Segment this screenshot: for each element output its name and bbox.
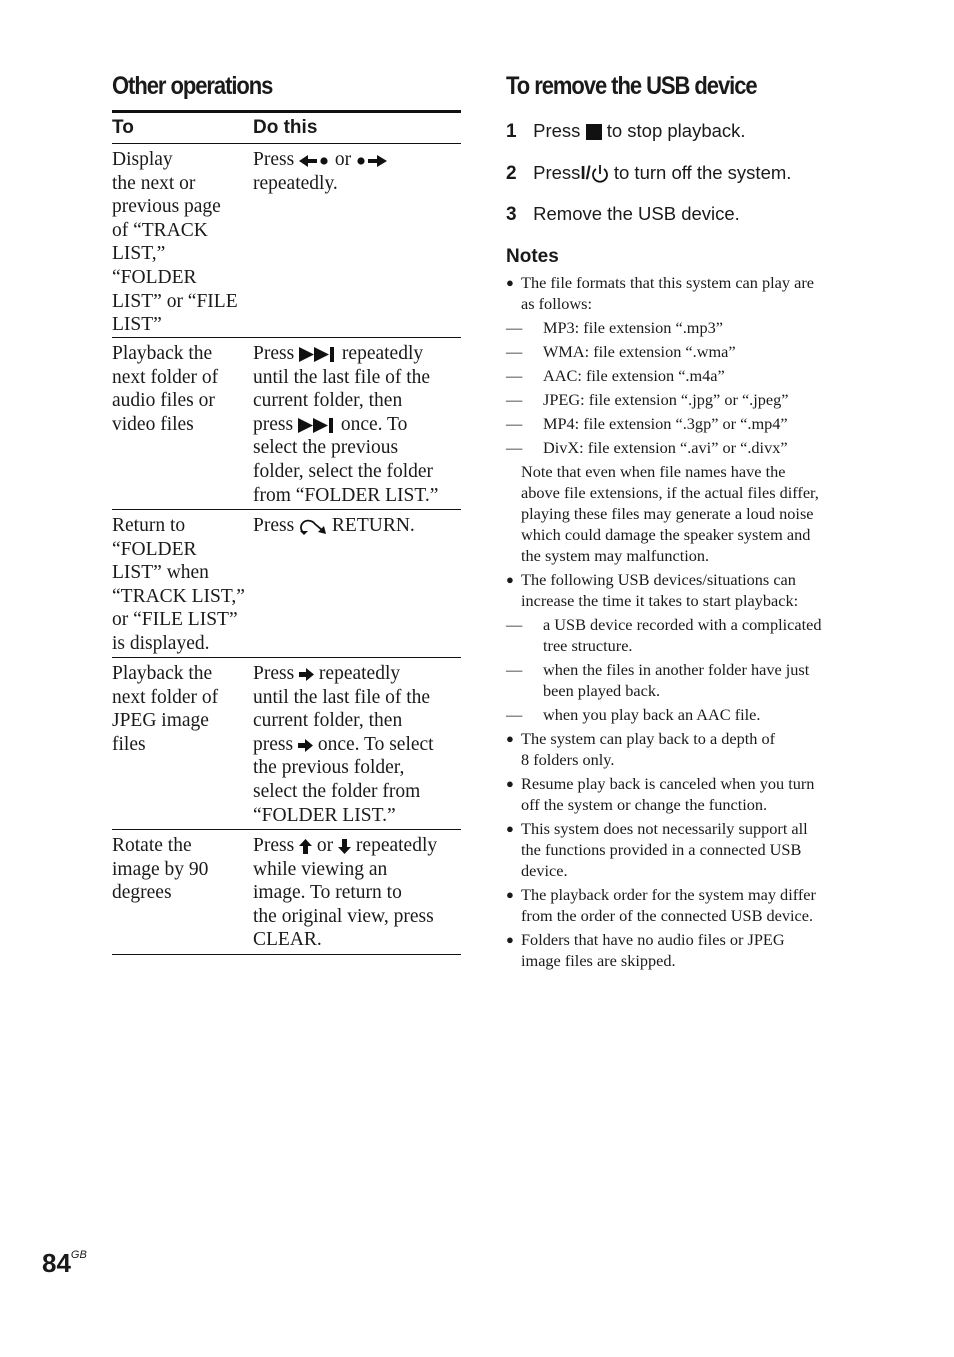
row-do-cell: Press RETURN.: [253, 515, 415, 536]
note-item: ● Folders that have no audio files or JPEG image files are skipped.: [506, 930, 785, 970]
sub-item: — JPEG: file extension “.jpg” or “.jpeg”: [506, 390, 789, 409]
next-track-icon: [298, 418, 336, 433]
remove-usb-heading: To remove the USB device: [506, 72, 757, 100]
step-item: 1 Press to stop playback.: [506, 120, 746, 142]
enter-right-arrow-icon: [356, 155, 387, 167]
sub-item: — when the files in another folder have just been played back.: [506, 660, 810, 700]
power-icon: [591, 164, 609, 184]
note-item: ● Resume play back is canceled when you turn off the system or change the function.: [506, 774, 815, 814]
right-arrow-icon: [299, 668, 314, 681]
sub-item: — WMA: file extension “.wma”: [506, 342, 736, 361]
notes-heading: Notes: [506, 246, 559, 267]
note-item: ● This system does not necessarily support all the functions provided in a connected USB device.: [506, 819, 808, 880]
right-arrow-icon: [298, 739, 313, 752]
row-do-cell: Press or repeatedly.: [253, 144, 461, 337]
sub-item: — a USB device recorded with a complicated tree structure.: [506, 615, 822, 655]
up-arrow-icon: [299, 839, 312, 854]
sub-item: — when you play back an AAC file.: [506, 705, 761, 724]
page-locale-suffix: GB: [70, 1249, 87, 1261]
operations-table: [112, 110, 461, 955]
row-to-cell: Display the next or previous page of “TRACK LIST,” “FOLDER LIST” or “FILE LIST”: [112, 149, 238, 336]
sub-item: — MP4: file extension “.3gp” or “.mp4”: [506, 414, 788, 433]
row-do-cell: Press or repeatedly while viewing an image. To return to the original view, press CLEAR.: [253, 835, 438, 951]
row-to-cell: Playback the next folder of audio files or video files: [112, 343, 219, 435]
row-to-cell: Rotate the image by 90 degrees: [112, 835, 209, 904]
table-header: [112, 113, 461, 144]
table-row: [112, 338, 461, 510]
note-item: ● The playback order for the system may differ from the order of the connected USB device.: [506, 885, 816, 925]
note-item: ● The following USB devices/situations can increase the time it takes to start playback: — a USB device recorded with a complicated tree structure. — when the files in another folder have just been played back. — when you play back an AAC file.: [506, 569, 866, 725]
step-item: 2 PressI/ to turn off the system.: [506, 162, 792, 184]
left-arrow-enter-icon: [299, 155, 330, 167]
row-to-cell: Return to “FOLDER LIST” when “TRACK LIST,” or “FILE LIST” is displayed.: [112, 515, 245, 654]
notes-list: [506, 272, 866, 974]
row-do-cell: Press repeatedly until the last file of the current folder, then press once. To select the previous folder, select the folder from “FOLDER LIST.”: [253, 663, 434, 826]
sub-item: — MP3: file extension “.mp3”: [506, 318, 723, 337]
table-row: [112, 658, 461, 830]
return-icon: [299, 519, 327, 535]
step-item: 3 Remove the USB device.: [506, 203, 740, 225]
page-number: $84^{GB}$: [42, 1248, 87, 1278]
sub-item: — AAC: file extension “.m4a”: [506, 366, 725, 385]
table-row: [112, 144, 461, 338]
table-row: [112, 510, 461, 658]
stop-icon: [586, 124, 602, 140]
row-to-cell: Playback the next folder of JPEG image files: [112, 663, 219, 755]
table-row: [112, 830, 461, 955]
col-to-header: To: [112, 117, 134, 138]
next-track-icon: [299, 347, 337, 362]
col-do-header: Do this: [253, 117, 318, 138]
row-do-cell: Press repeatedly until the last file of the current folder, then press once. To select the previous folder, select the folder from “FOLDER LIST.”: [253, 343, 439, 506]
other-operations-heading: Other operations: [112, 72, 273, 100]
note-item: ● The file formats that this system can play are as follows: — MP3: file extension “.mp3” — WMA: file extension “.wma” — AAC: file extension “.m4a” — JPEG: file extension “.jpg” or “.jpeg” — MP4: file extension “.3gp” or “.mp4” — DivX: file extension “.avi” or “.divx” Note that even when file names have the above file extensions, if the actual files differ, playing these files may generate a loud noise which could damage the speaker system and the system may malfunction.: [506, 272, 866, 566]
note-item: ● The system can play back to a depth of 8 folders only.: [506, 729, 776, 769]
sub-item: — DivX: file extension “.avi” or “.divx”: [506, 438, 788, 457]
down-arrow-icon: [338, 839, 351, 854]
